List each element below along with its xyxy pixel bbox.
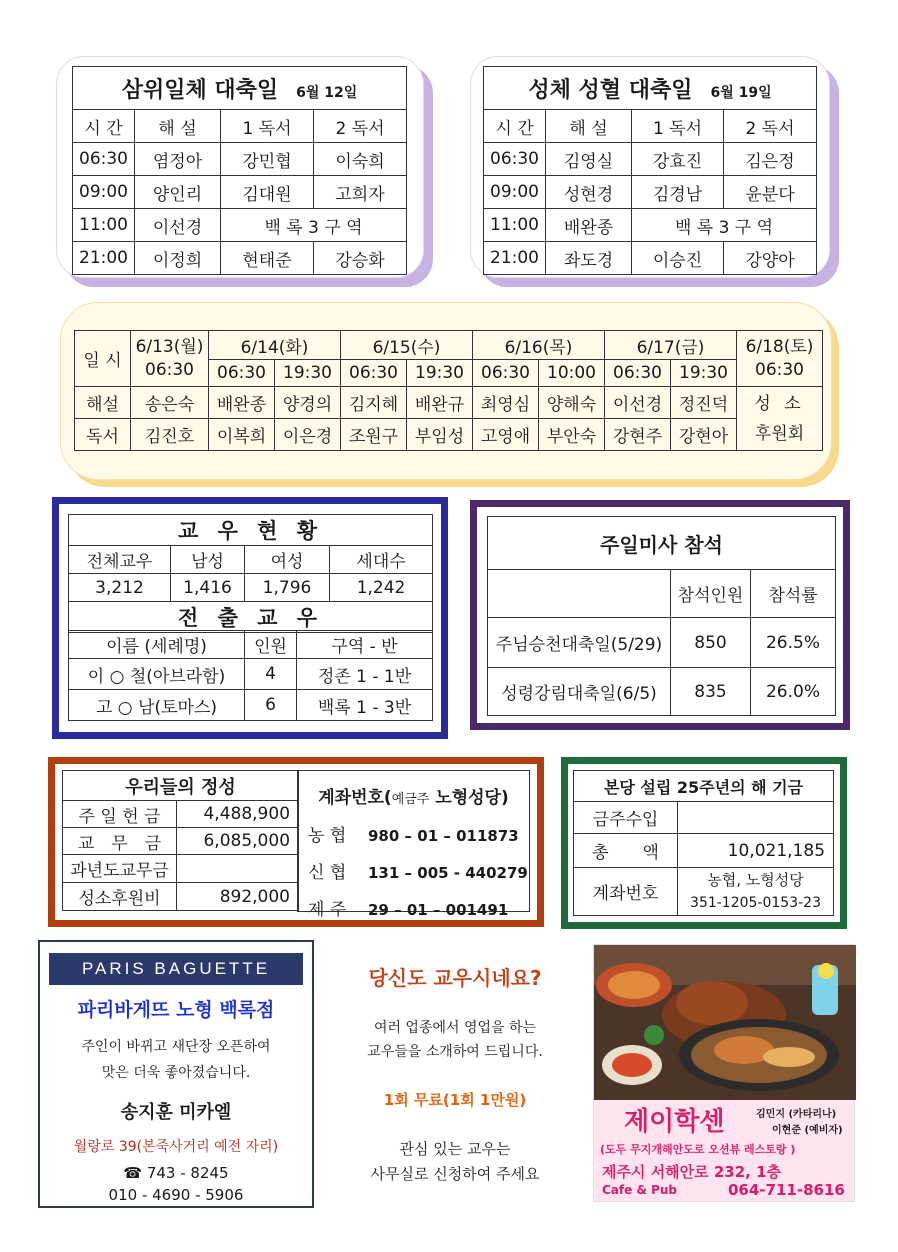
corpus-title: 성체 성혈 대축일 — [528, 77, 693, 103]
name-cell: 이복희 — [209, 419, 275, 451]
name-cell: 좌도경 — [546, 242, 632, 275]
label-commentary: 해설 — [75, 387, 131, 419]
attendance-rate: 26.0% — [751, 668, 836, 716]
table-row — [484, 143, 817, 176]
day-mon-date: 6/13(월) — [135, 336, 204, 357]
account-title-sub: 예금주 — [391, 792, 430, 807]
restaurant-type: Cafe & Pub — [602, 1183, 678, 1197]
day-thu: 6/16(목) — [473, 331, 605, 360]
name-cell: 최영심 — [473, 387, 539, 419]
time-cell: 06:30 — [473, 360, 539, 387]
name-cell: 부안숙 — [539, 419, 605, 451]
fund-value — [678, 802, 834, 834]
trinity-header-commentary: 해 설 — [135, 110, 221, 143]
table-row — [488, 668, 836, 716]
offering-table — [62, 770, 299, 911]
table-row — [73, 242, 407, 275]
label-day: 일 시 — [75, 331, 131, 387]
table-row — [73, 176, 407, 209]
time-cell: 10:00 — [539, 360, 605, 387]
sat-sponsor — [737, 387, 823, 451]
corpus-header-reading2: 2 독서 — [724, 110, 817, 143]
table-row — [63, 855, 299, 883]
transfer-header-count: 인원 — [245, 631, 297, 659]
name-cell: 송은숙 — [131, 387, 209, 419]
table-row — [488, 618, 836, 668]
bakery-logo: PARIS BAGUETTE — [49, 953, 303, 985]
members-female: 1,796 — [245, 574, 330, 602]
fund-label: 총 액 — [574, 834, 678, 868]
fund-label: 금주수입 — [574, 802, 678, 834]
account-box — [297, 770, 530, 920]
restaurant-name: 제이학센 — [624, 1107, 725, 1137]
fund-value: 10,021,185 — [678, 834, 834, 868]
table-row — [484, 242, 817, 275]
table-row — [63, 801, 299, 828]
transfer-header-name: 이름 (세례명) — [69, 631, 245, 659]
offering-label: 교 무 금 — [63, 828, 177, 855]
time-cell: 11:00 — [73, 209, 135, 242]
attendance-count: 835 — [671, 668, 751, 716]
transfer-district: 정존 1 - 1반 — [297, 659, 433, 690]
account-row — [298, 858, 529, 883]
offering-amount — [177, 855, 299, 883]
name-cell: 현태준 — [221, 242, 314, 275]
transfer-table — [68, 630, 433, 721]
time-cell: 19:30 — [407, 360, 473, 387]
bakery-desc1: 주인이 바뀌고 새단장 오픈하여 — [81, 1039, 271, 1055]
day-sat — [737, 331, 823, 387]
member-ad-cta2: 사무실로 신청하여 주세요 — [370, 1165, 540, 1183]
name-cell: 이숙희 — [314, 143, 407, 176]
account-title-name: 노형성당) — [429, 788, 509, 808]
members-header-female: 여성 — [245, 546, 330, 574]
fund-account-label: 계좌번호 — [574, 868, 678, 916]
name-cell: 배완종 — [546, 209, 632, 242]
restaurant-ad — [593, 944, 855, 1202]
fund-account — [678, 868, 834, 916]
time-cell: 19:30 — [671, 360, 737, 387]
trinity-title-cell — [73, 67, 407, 110]
attendance-header-rate: 참석률 — [751, 570, 836, 618]
corpus-header-reading1: 1 독서 — [632, 110, 724, 143]
bakery-owner: 송지훈 미카엘 — [120, 1102, 232, 1123]
restaurant-owner1: 김민지 (카타리나) — [756, 1109, 837, 1120]
fund-table — [573, 770, 834, 916]
table-row — [574, 868, 834, 916]
account-title-text: 계좌번호( — [318, 788, 392, 808]
restaurant-phone: 064-711-8616 — [728, 1181, 845, 1199]
district-cell: 백 록 3 구 역 — [221, 209, 407, 242]
fund-account-line2: 351-1205-0153-23 — [690, 895, 821, 911]
name-cell: 양인리 — [135, 176, 221, 209]
time-cell: 11:00 — [484, 209, 546, 242]
offering-amount: 4,488,900 — [177, 801, 299, 828]
account-title — [298, 783, 529, 808]
corpus-date: 6월 19일 — [710, 84, 772, 101]
restaurant-tagline: (도두 무지개해안도로 오션뷰 레스토랑 ) — [600, 1143, 796, 1156]
transfer-name: 이 ○ 철(아브라함) — [69, 659, 245, 690]
member-business-ad — [330, 962, 580, 1192]
members-title: 교 우 현 황 — [69, 515, 433, 546]
district-cell: 백 록 3 구 역 — [632, 209, 817, 242]
member-ad-cta1: 관심 있는 교우는 — [399, 1140, 511, 1158]
bakery-phone2: 010 - 4690 - 5906 — [108, 1186, 244, 1204]
table-row — [69, 659, 433, 690]
trinity-date: 6월 12일 — [296, 84, 358, 101]
name-cell: 정진덕 — [671, 387, 737, 419]
transfer-count: 6 — [245, 690, 297, 721]
bakery-phone1: ☎ 743 - 8245 — [123, 1164, 229, 1182]
name-cell: 배완규 — [407, 387, 473, 419]
fund-account-line1: 농협, 노형성당 — [707, 871, 804, 889]
trinity-title: 삼위일체 대축일 — [121, 77, 279, 103]
name-cell: 강현아 — [671, 419, 737, 451]
members-total: 3,212 — [69, 574, 171, 602]
name-cell: 이승진 — [632, 242, 724, 275]
attendance-count: 850 — [671, 618, 751, 668]
account-number: 29 – 01 – 001491 — [368, 901, 509, 919]
table-row — [574, 834, 834, 868]
member-ad-desc2: 교우들을 소개하여 드립니다. — [367, 1044, 543, 1060]
sat-sponsor-line1: 성 소 — [754, 393, 805, 414]
attendance-header-count: 참석인원 — [671, 570, 751, 618]
offering-amount: 6,085,000 — [177, 828, 299, 855]
name-cell: 김영실 — [546, 143, 632, 176]
day-sat-date: 6/18(토) — [745, 336, 814, 357]
attendance-rate: 26.5% — [751, 618, 836, 668]
restaurant-address: 제주시 서해안로 232, 1층 — [602, 1163, 782, 1181]
account-number: 131 – 005 - 440279 — [368, 864, 528, 882]
trinity-header-reading1: 1 독서 — [221, 110, 314, 143]
name-cell: 강효진 — [632, 143, 724, 176]
account-row — [298, 821, 529, 846]
sat-sponsor-line2: 후원회 — [754, 423, 805, 444]
transfer-name: 고 ○ 남(토마스) — [69, 690, 245, 721]
name-cell: 부임성 — [407, 419, 473, 451]
label-reading: 독서 — [75, 419, 131, 451]
name-cell: 고희자 — [314, 176, 407, 209]
time-cell: 06:30 — [605, 360, 671, 387]
time-cell: 06:30 — [341, 360, 407, 387]
name-cell: 염정아 — [135, 143, 221, 176]
name-cell: 강현주 — [605, 419, 671, 451]
table-row — [63, 883, 299, 911]
member-ad-price: 1회 무료(1회 1만원) — [383, 1091, 527, 1109]
name-cell: 김경남 — [632, 176, 724, 209]
time-cell: 19:30 — [275, 360, 341, 387]
table-row — [63, 828, 299, 855]
corpus-title-cell — [484, 67, 817, 110]
attendance-table — [487, 516, 836, 716]
trinity-header-reading2: 2 독서 — [314, 110, 407, 143]
name-cell: 이선경 — [605, 387, 671, 419]
name-cell: 강승화 — [314, 242, 407, 275]
attendance-header-blank — [488, 570, 671, 618]
name-cell: 강민협 — [221, 143, 314, 176]
fund-title: 본당 설립 25주년의 해 기금 — [574, 771, 834, 802]
members-male: 1,416 — [171, 574, 245, 602]
transfer-header-district: 구역 - 반 — [297, 631, 433, 659]
member-ad-title: 당신도 교우시네요? — [368, 966, 542, 990]
day-mon — [131, 331, 209, 387]
corpus-header-commentary: 해 설 — [546, 110, 632, 143]
name-cell: 강양아 — [724, 242, 817, 275]
day-mon-time: 06:30 — [145, 359, 194, 380]
members-households: 1,242 — [330, 574, 433, 602]
trinity-feast-table — [72, 66, 407, 275]
transfer-title: 전 출 교 우 — [69, 602, 433, 633]
time-cell: 06:30 — [484, 143, 546, 176]
name-cell: 김은정 — [724, 143, 817, 176]
table-row — [73, 209, 407, 242]
name-cell: 양해숙 — [539, 387, 605, 419]
day-sat-time: 06:30 — [755, 359, 804, 380]
offering-label: 주 일 헌 금 — [63, 801, 177, 828]
bakery-address: 월랑로 39(본죽사거리 예전 자리) — [73, 1139, 279, 1155]
day-fri: 6/17(금) — [605, 331, 737, 360]
time-cell: 21:00 — [73, 242, 135, 275]
name-cell: 성현경 — [546, 176, 632, 209]
name-cell: 김진호 — [131, 419, 209, 451]
attendance-title: 주일미사 참석 — [488, 517, 836, 570]
account-number: 980 – 01 – 011873 — [368, 827, 519, 845]
name-cell: 이은경 — [275, 419, 341, 451]
time-cell: 21:00 — [484, 242, 546, 275]
table-row — [75, 419, 823, 451]
attendance-feast: 성령강림대축일(6/5) — [488, 668, 671, 716]
time-cell: 06:30 — [209, 360, 275, 387]
time-cell: 06:30 — [73, 143, 135, 176]
trinity-header-time: 시 간 — [73, 110, 135, 143]
name-cell: 이선경 — [135, 209, 221, 242]
corpus-feast-table — [483, 66, 817, 275]
name-cell: 고영애 — [473, 419, 539, 451]
bakery-desc2: 맛은 더욱 좋아졌습니다. — [101, 1065, 251, 1081]
name-cell: 양경의 — [275, 387, 341, 419]
day-wed: 6/15(수) — [341, 331, 473, 360]
offering-label: 과년도교무금 — [63, 855, 177, 883]
table-row — [75, 387, 823, 419]
time-cell: 09:00 — [73, 176, 135, 209]
weekday-schedule-table — [74, 330, 823, 451]
members-header-households: 세대수 — [330, 546, 433, 574]
bank-name: 신 협 — [308, 863, 347, 883]
table-row — [484, 209, 817, 242]
transfer-district: 백록 1 - 3반 — [297, 690, 433, 721]
name-cell: 조원구 — [341, 419, 407, 451]
bank-name: 제 주 — [308, 900, 347, 920]
transfer-count: 4 — [245, 659, 297, 690]
day-tue: 6/14(화) — [209, 331, 341, 360]
members-header-male: 남성 — [171, 546, 245, 574]
name-cell: 이정희 — [135, 242, 221, 275]
restaurant-photo — [594, 945, 856, 1100]
offering-amount: 892,000 — [177, 883, 299, 911]
bakery-name: 파리바게뜨 노형 백록점 — [77, 999, 275, 1021]
account-row — [298, 895, 529, 920]
bank-name: 농 협 — [308, 826, 347, 846]
members-header-total: 전체교우 — [69, 546, 171, 574]
table-row — [69, 690, 433, 721]
table-row — [73, 143, 407, 176]
name-cell: 윤분다 — [724, 176, 817, 209]
members-table — [68, 514, 433, 633]
corpus-header-time: 시 간 — [484, 110, 546, 143]
table-row — [574, 802, 834, 834]
offering-title: 우리들의 정성 — [63, 771, 299, 801]
offering-label: 성소후원비 — [63, 883, 177, 911]
time-cell: 09:00 — [484, 176, 546, 209]
name-cell: 김지혜 — [341, 387, 407, 419]
bakery-ad — [38, 940, 314, 1208]
name-cell: 김대원 — [221, 176, 314, 209]
attendance-feast: 주님승천대축일(5/29) — [488, 618, 671, 668]
member-ad-desc1: 여러 업종에서 영업을 하는 — [373, 1020, 537, 1036]
restaurant-owner2: 이현준 (예비자) — [772, 1125, 843, 1136]
name-cell: 배완종 — [209, 387, 275, 419]
table-row — [484, 176, 817, 209]
